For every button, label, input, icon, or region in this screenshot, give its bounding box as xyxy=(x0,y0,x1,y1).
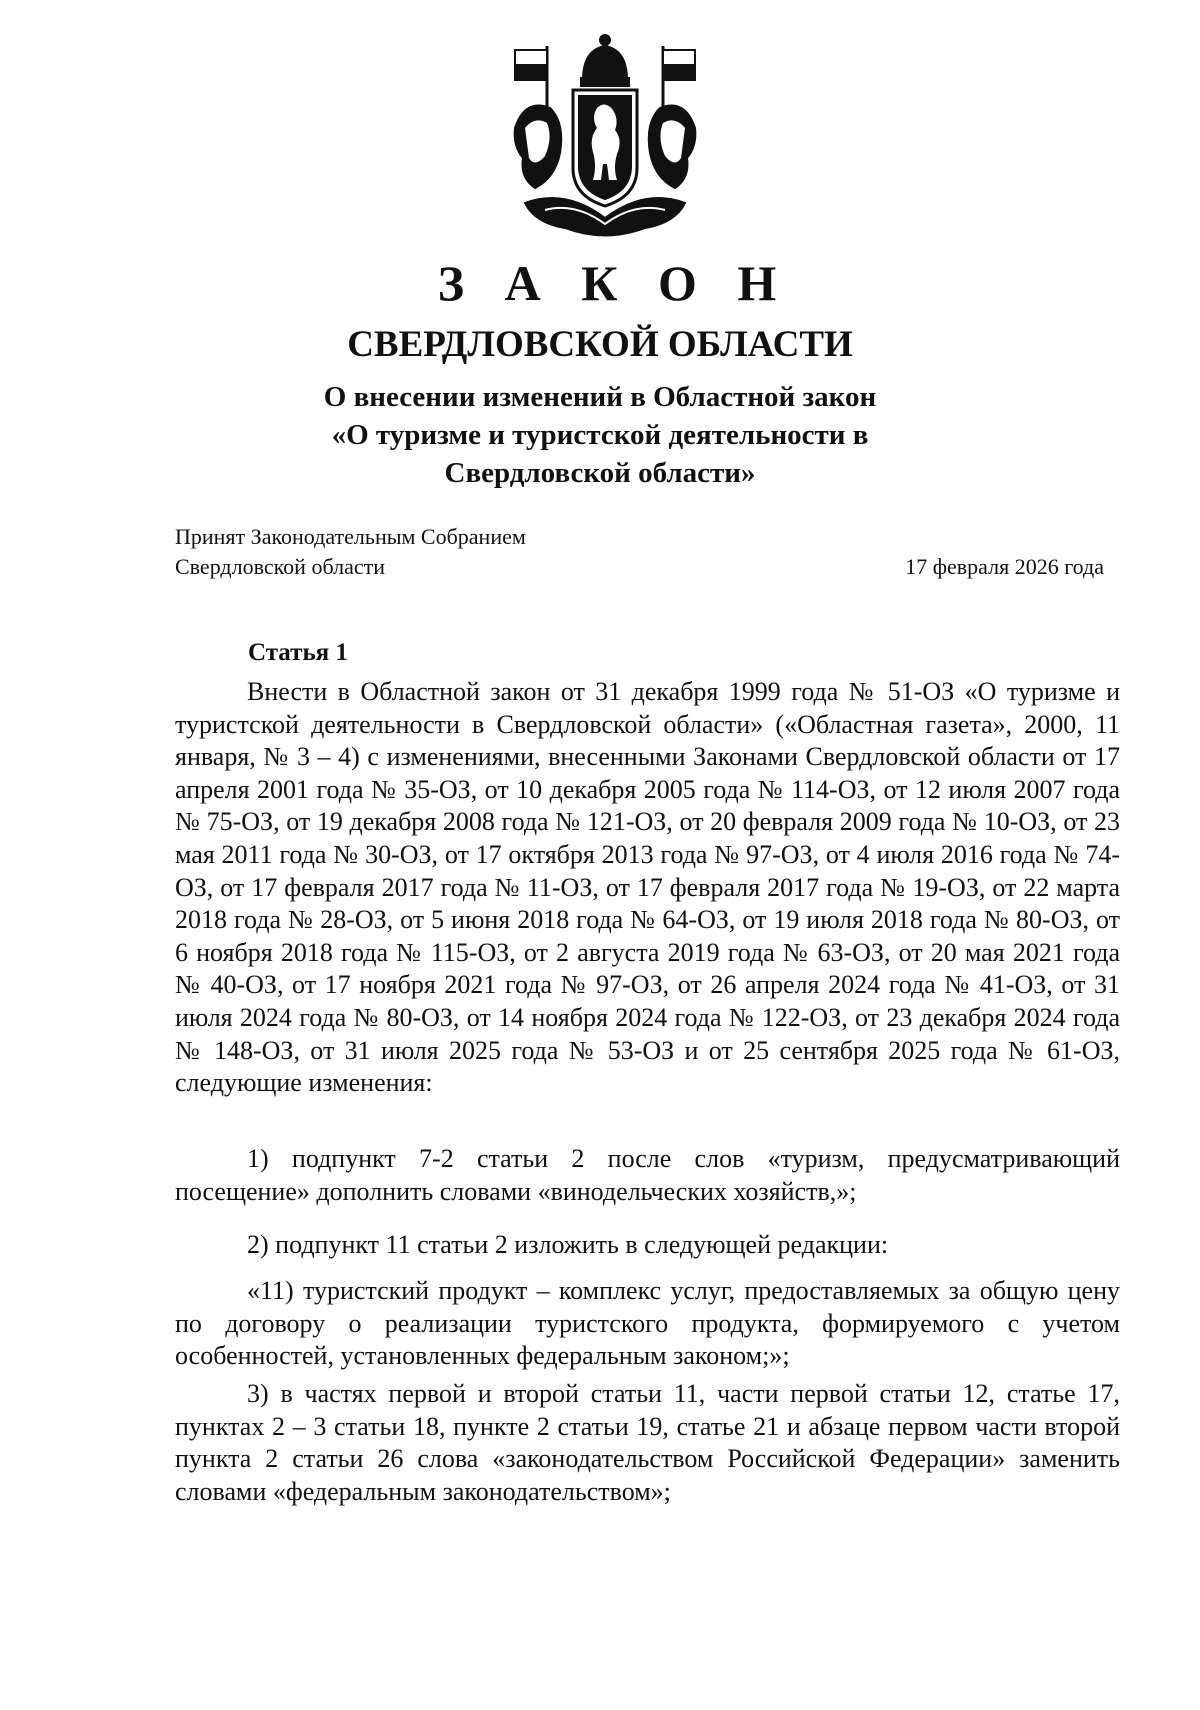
adoption-date: 17 февраля 2026 года xyxy=(905,554,1104,579)
article-paragraph xyxy=(175,1229,1120,1262)
subject-line: Свердловской области» xyxy=(444,457,756,489)
paragraph-text: «11) туристский продукт – комплекс услуг, предоставляемых за общую цену по договору о реализации туристского продукта, формируемого с учетом особенностей, установленных федеральным законом;»; xyxy=(175,1276,1120,1371)
adoption-body-line: Принят Законодательным Собранием xyxy=(175,524,526,549)
article-paragraph xyxy=(175,676,1120,1100)
law-subject xyxy=(150,378,1050,492)
paragraph-text: 1) подпункт 7-2 статьи 2 после слов «туризм, предусматривающий посещение» дополнить словами «винодельческих хозяйств,»; xyxy=(175,1144,1120,1206)
article-paragraph xyxy=(175,1275,1120,1373)
subject-line: «О туризме и туристской деятельности в xyxy=(331,419,869,451)
subject-line: О внесении изменений в Областной закон xyxy=(323,381,877,413)
adoption-body xyxy=(175,522,526,582)
article-paragraph xyxy=(175,1143,1120,1208)
article-heading: Статья 1 xyxy=(248,639,348,666)
law-title: З А К О Н xyxy=(437,255,791,311)
coat-of-arms-emblem xyxy=(505,28,705,243)
paragraph-text: 2) подпункт 11 статьи 2 изложить в следующей редакции: xyxy=(247,1230,889,1259)
region-title: СВЕРДЛОВСКОЙ ОБЛАСТИ xyxy=(347,324,853,365)
adoption-body-line: Свердловской области xyxy=(175,554,385,579)
article-paragraph xyxy=(175,1378,1120,1508)
paragraph-text: Внести в Областной закон от 31 декабря 1999 года № 51-ОЗ «О туризме и туристской деятельности в Свердловской области» («Областная газета», 2000, 11 января, № 3 – 4) с изменениями, внесенными Законами Свердловской области от 17 апреля 2001 года № 35-ОЗ, от 10 декабря 2005 года № 114-ОЗ, от 12 июля 2007 года № 75-ОЗ, от 19 декабря 2008 года № 121-ОЗ, от 20 февраля 2009 года № 10-ОЗ, от 23 мая 2011 года № 30-ОЗ, от 17 октября 2013 года № 97-ОЗ, от 4 июля 2016 года № 74-ОЗ, от 17 февраля 2017 года № 11-ОЗ, от 17 февраля 2017 года № 19-ОЗ, от 22 марта 2018 года № 28-ОЗ, от 5 июня 2018 года № 64-ОЗ, от 19 июля 2018 года № 80-ОЗ, от 6 ноября 2018 года № 115-ОЗ, от 2 августа 2019 года № 63-ОЗ, от 20 мая 2021 года № 40-ОЗ, от 17 ноября 2021 года № 97-ОЗ, от 26 апреля 2024 года № 41-ОЗ, от 31 июля 2024 года № 80-ОЗ, от 14 ноября 2024 года № 122-ОЗ, от 23 декабря 2024 года № 148-ОЗ, от 31 июля 2025 года № 53-ОЗ и от 25 сентября 2025 года № 61-ОЗ, следующие изменения: xyxy=(175,677,1120,1098)
paragraph-text: 3) в частях первой и второй статьи 11, части первой статьи 12, статье 17, пунктах 2 – 3 статьи 18, пункте 2 статьи 19, статье 21 и абзаце первом части второй пункта 2 статьи 26 слова «законодательством Российской Федерации» заменить словами «федеральным законодательством»; xyxy=(175,1379,1120,1506)
